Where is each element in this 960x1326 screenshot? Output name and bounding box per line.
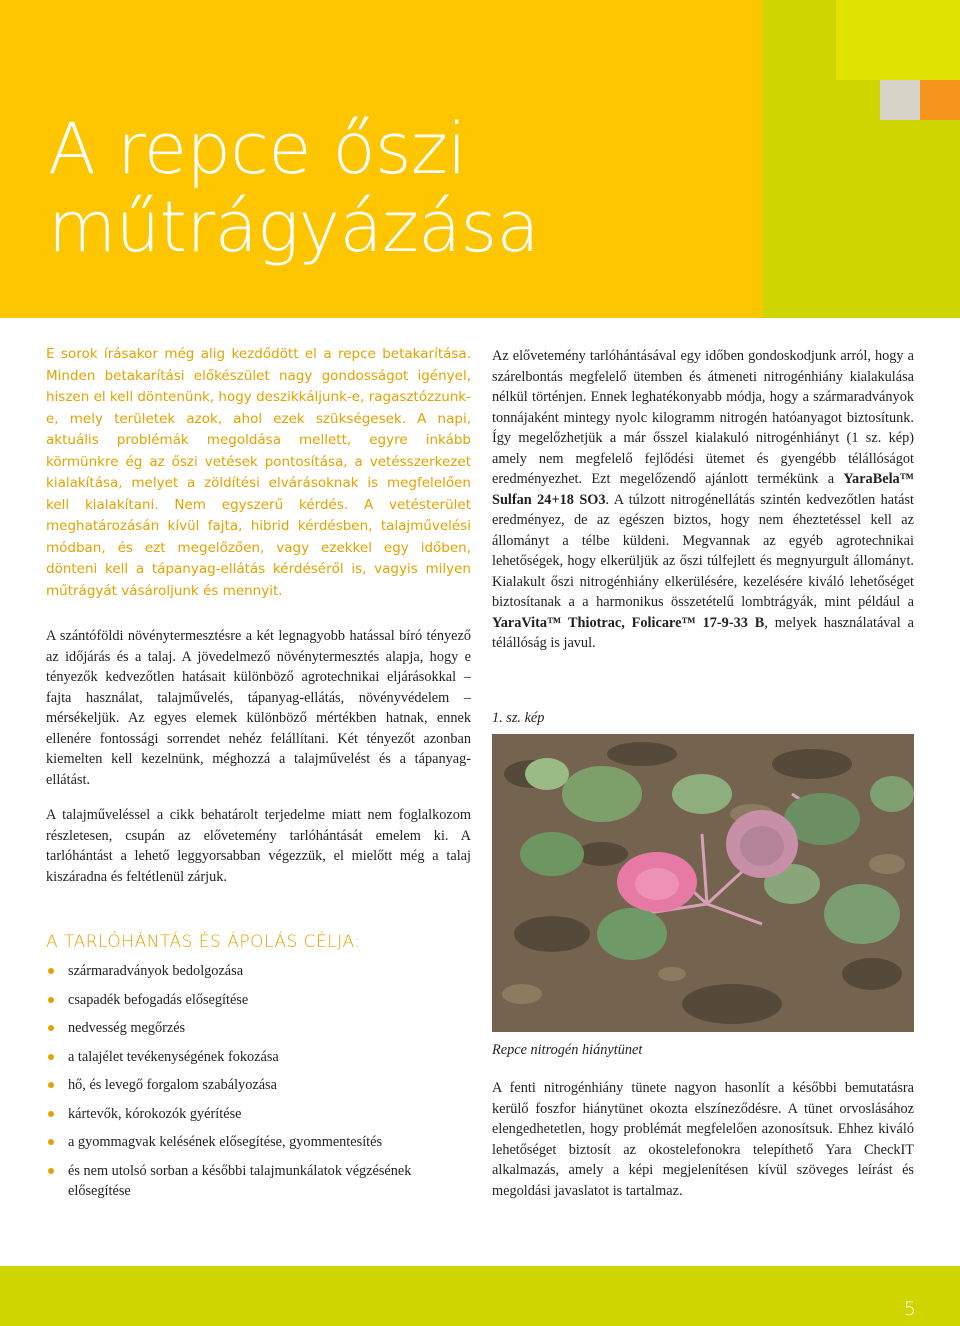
page-title [48, 110, 748, 266]
product-name: YaraBela™ Sulfan 24+18 SO3 [492, 471, 914, 508]
right-paragraph-1: Az elővetemény tarlóhántásával egy időben gondoskodjunk arról, hogy a szárelbontás megfelelő ütemben és átmeneti nitrogénhiány kialakulása nélkül történjen. Ennek leghatékonyabb módja, hogy a szármaradványok tonnájaként mintegy nyolc kilogramm nitrogén hatóanyagot biztosítunk. Így megelőzhetjük a már ősszel kialakuló nitrogénhiányt (1 sz. kép) amely nem megfelelő fejlődési ütemet és gyengébb télállóságot eredményezhet. Ezt megelőzendő ajánlott termékünk a YaraBela™ Sulfan 24+18 SO3. A túlzott nitrogénellátás szintén kedvezőtlen hatást eredményez, de az egészen biztos, hogy nem éheztetéssel kell az állományt a télbe küldeni. Megvannak az egyéb agrotechnikai lehetőségek, hogy elkerüljük az őszi túlfejlett és megnyurgult állományt. Kialakult őszi nitrogénhiány elkerülésére, kezelésére kiváló lehetőséget biztosítanak a a harmonikus összetételű lombtrágyák, mint például a YaraVita™ Thiotrac, Folicare™ 17-9-33 B, melyek használatával a télállóság is javul. [492, 348, 914, 651]
list-item: a talajélet tevékenységének fokozása [46, 1047, 471, 1067]
bullet-icon [48, 968, 54, 974]
bullet-icon [48, 1111, 54, 1117]
page-number: 5 [903, 1298, 916, 1320]
section-heading: A TARLÓHÁNTÁS ÉS ÁPOLÁS CÉLJA: [46, 932, 361, 952]
list-item: a gyommagvak kelésének elősegítése, gyommentesítés [46, 1132, 471, 1152]
title-line-1: A repce őszi [48, 108, 467, 190]
figure-label: 1. sz. kép [492, 710, 545, 726]
list-item: és nem utolsó sorban a későbbi talajmunkálatok végzésének elősegítése [46, 1161, 471, 1201]
product-name: YaraVita™ Thiotrac, Folicare™ 17-9-33 B [492, 614, 765, 631]
bullet-icon [48, 997, 54, 1003]
decorative-grey-square [880, 80, 920, 120]
bullet-list [46, 961, 471, 1209]
left-body-text [46, 626, 471, 902]
rapeseed-photo [492, 734, 914, 1032]
left-paragraph-1: A szántóföldi növénytermesztésre a két legnagyobb hatással bíró tényező az időjárás és a talaj. A jövedelmező növénytermesztés alapja, hogy e tényezők kedvezőtlen hatásait különböző agrotechnikai eljárásokkal – fajta használat, talajművelés, tápanyag-ellátás, növényvédelem – mérsékeljük. Az egyes elemek különböző mértékben hatnak, ennek ellenére fontossági sorrendet nehéz felállítani. Két tényezőt azonban kiemelten kell kezelnünk, méghozzá a talajművelést és a tápanyag-ellátást. [46, 628, 471, 788]
right-body-text-2 [492, 1078, 914, 1201]
bullet-icon [48, 1139, 54, 1145]
header-banner [0, 0, 960, 318]
bullet-icon [48, 1025, 54, 1031]
list-item: csapadék befogadás elősegítése [46, 990, 471, 1010]
left-paragraph-2: A talajműveléssel a cikk behatárolt terjedelme miatt nem foglalkozom részletesen, csupán az elővetemény tarlóhántását emelem ki. A tarlóhántást a lehető leggyorsabban végezzük, el mielőtt még a talaj kiszáradna és feltétlenül zárjuk. [46, 807, 471, 885]
title-line-2: műtrágyázása [48, 186, 540, 268]
decorative-orange-square [920, 80, 960, 120]
right-body-text [492, 346, 914, 654]
bullet-icon [48, 1082, 54, 1088]
list-item: szármaradványok bedolgozása [46, 961, 471, 981]
bullet-icon [48, 1054, 54, 1060]
list-item: kártevők, kórokozók gyérítése [46, 1104, 471, 1124]
intro-paragraph: E sorok írásakor még alig kezdődött el a repce betakarítása. Minden betakarítási előkészület nagy gondosságot igényel, hiszen el kell döntenünk, hogy deszikkáljunk-e, ragasztózzunk-e, mely területek azok, ahol ezek szükségesek. A napi, aktuális problémák megoldása mellett, egyre inkább körmünkre ég az őszi vetések pontosítása, a vetésszerkezet kialakítása, melyet a zöldítési elvárásoknak is megfelelően kell kialakítani. Nem egyszerű kérdés. A vetésterület meghatározásán kívül fajta, hibrid kérdésben, talajművelési módban, és ezt megelőzően, vagy ezekkel egy időben, dönteni kell a tápanyag-ellátás kérdéséről is, vagyis milyen műtrágyát vásároljunk és mennyit. [46, 346, 471, 599]
bullet-icon [48, 1168, 54, 1174]
right-paragraph-2: A fenti nitrogénhiány tünete nagyon hasonlít a későbbi bemutatásra kerülő foszfor hiánytünet okozta elszíneződésre. A tünet orvoslásához elengedhetetlen, hogy problémát megfelelően azonosítsuk. Ehhez kiváló lehetőséget biztosít az okostelefonokra telepíthető Yara CheckIT alkalmazás, amely a képi megjelenítésen kívül szöveges leírást és megoldási javaslatot is tartalmaz. [492, 1080, 914, 1199]
footer-bar [0, 1266, 960, 1326]
photo-caption: Repce nitrogén hiánytünet [492, 1042, 643, 1058]
decorative-light-green-block [836, 0, 960, 80]
list-item: hő, és levegő forgalom szabályozása [46, 1075, 471, 1095]
list-item: nedvesség megőrzés [46, 1018, 471, 1038]
